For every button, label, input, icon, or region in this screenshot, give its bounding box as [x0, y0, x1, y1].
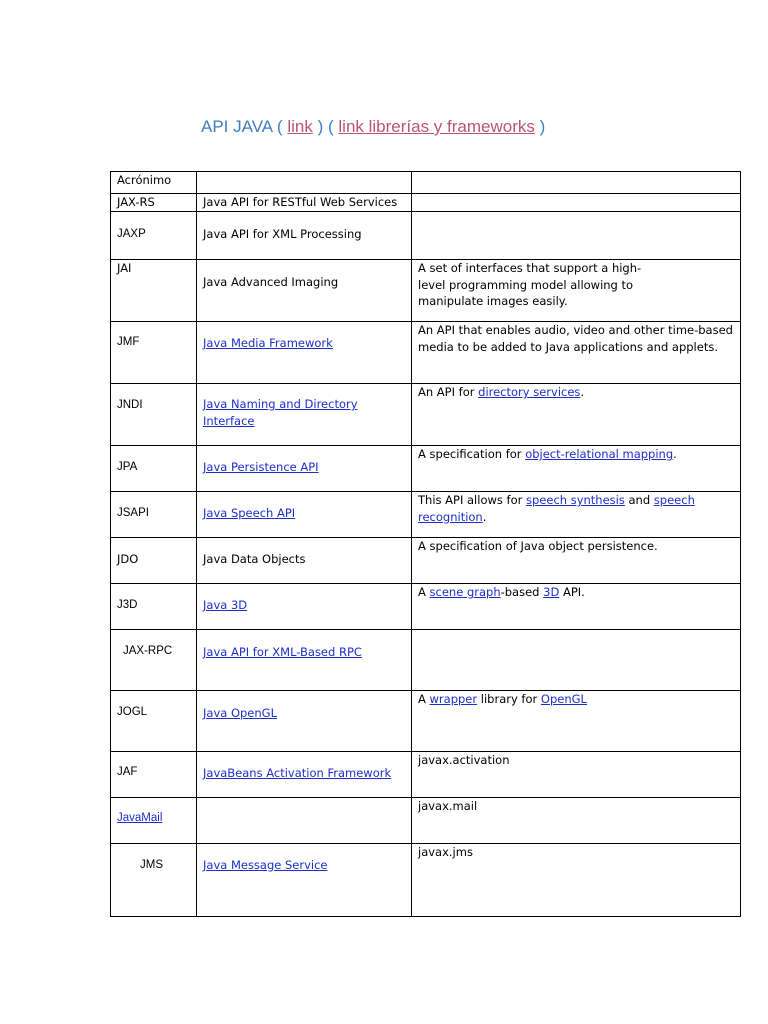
desc-link[interactable]: OpenGL	[540, 692, 587, 706]
api-link[interactable]: Java Message Service	[203, 858, 328, 872]
table-row	[111, 212, 741, 260]
api-link[interactable]: Java API for XML-Based RPC	[203, 645, 362, 659]
acronym-cell: JAX-RPC	[111, 630, 197, 691]
description-cell	[412, 194, 741, 212]
table-row	[111, 630, 741, 691]
acronym-cell: J3D	[111, 584, 197, 630]
api-link[interactable]: Java Naming and Directory Interface	[203, 397, 358, 428]
table-row	[111, 752, 741, 798]
description-cell: A wrapper library for OpenGL	[412, 691, 741, 752]
api-name-cell	[197, 446, 412, 492]
desc-link[interactable]: object-relational mapping	[525, 447, 674, 461]
acronym-cell: JAI	[111, 260, 197, 322]
desc-link[interactable]: speech synthesis	[526, 493, 625, 507]
description-cell: This API allows for speech synthesis and speech recognition.	[412, 492, 741, 538]
desc-link[interactable]: 3D	[543, 585, 560, 599]
api-name-cell	[197, 630, 412, 691]
description-cell: An API that enables audio, video and other time-based media to be added to Java applications and applets.	[412, 322, 741, 384]
table-row	[111, 384, 741, 446]
acronym-cell: JAF	[111, 752, 197, 798]
acronym-cell: JMF	[111, 322, 197, 384]
api-name-cell	[197, 798, 412, 844]
acronym-cell: JMS	[111, 844, 197, 917]
api-name-cell: Java Advanced Imaging	[197, 260, 412, 322]
table-row	[111, 492, 741, 538]
acronym-cell: JDO	[111, 538, 197, 584]
desc-link[interactable]: wrapper	[429, 692, 478, 706]
api-name-cell	[197, 844, 412, 917]
acronym-cell: JPA	[111, 446, 197, 492]
description-cell: A set of interfaces that support a high- level programming model allowing to manipulate images easily.	[412, 260, 741, 322]
desc-link[interactable]: speech recognition	[418, 493, 695, 524]
description-cell	[412, 630, 741, 691]
table-row	[111, 260, 741, 322]
api-name-cell: Java API for RESTful Web Services	[197, 194, 412, 212]
link-1[interactable]: link	[287, 117, 313, 136]
description-cell: A specification for object-relational mapping.	[412, 446, 741, 492]
api-name-cell: Java Data Objects	[197, 538, 412, 584]
table-row	[111, 798, 741, 844]
table-row	[111, 691, 741, 752]
acronym-cell: JOGL	[111, 691, 197, 752]
desc-link[interactable]: directory services	[478, 385, 581, 399]
table-row	[111, 584, 741, 630]
api-link[interactable]: JavaBeans Activation Framework	[203, 766, 392, 780]
acronym-cell: JSAPI	[111, 492, 197, 538]
api-link[interactable]: Java Persistence API	[203, 460, 319, 474]
api-link[interactable]: Java Media Framework	[203, 336, 333, 350]
header-col2	[197, 172, 412, 194]
table-row	[111, 538, 741, 584]
api-name-cell	[197, 584, 412, 630]
table-row	[111, 322, 741, 384]
table-row	[111, 844, 741, 917]
description-cell: javax.mail	[412, 798, 741, 844]
api-name-cell	[197, 691, 412, 752]
api-link[interactable]: Java OpenGL	[203, 706, 277, 720]
table-header-row	[111, 172, 741, 194]
header-acronym: Acrónimo	[111, 172, 197, 194]
api-table	[110, 171, 741, 917]
acronym-cell	[111, 798, 197, 844]
page-title: API JAVA ( link ) ( link librerías y frameworks )	[201, 117, 546, 136]
acronym-cell: JAXP	[111, 212, 197, 260]
javamail-link[interactable]: JavaMail	[117, 812, 163, 824]
description-cell: A specification of Java object persistence.	[412, 538, 741, 584]
api-link[interactable]: Java 3D	[203, 598, 248, 612]
description-cell	[412, 212, 741, 260]
api-name-cell	[197, 384, 412, 446]
header-col3	[412, 172, 741, 194]
acronym-cell: JNDI	[111, 384, 197, 446]
table-row	[111, 194, 741, 212]
description-cell: javax.activation	[412, 752, 741, 798]
link-libraries-frameworks[interactable]: link librerías y frameworks	[338, 117, 535, 136]
api-name-cell	[197, 322, 412, 384]
title-text: API JAVA	[201, 117, 273, 136]
description-cell: An API for directory services.	[412, 384, 741, 446]
api-name-cell	[197, 752, 412, 798]
desc-link[interactable]: scene graph	[429, 585, 501, 599]
description-cell: A scene graph-based 3D API.	[412, 584, 741, 630]
description-cell: javax.jms	[412, 844, 741, 917]
api-name-cell: Java API for XML Processing	[197, 212, 412, 260]
table-row	[111, 446, 741, 492]
api-name-cell	[197, 492, 412, 538]
api-link[interactable]: Java Speech API	[203, 506, 296, 520]
acronym-cell: JAX-RS	[111, 194, 197, 212]
